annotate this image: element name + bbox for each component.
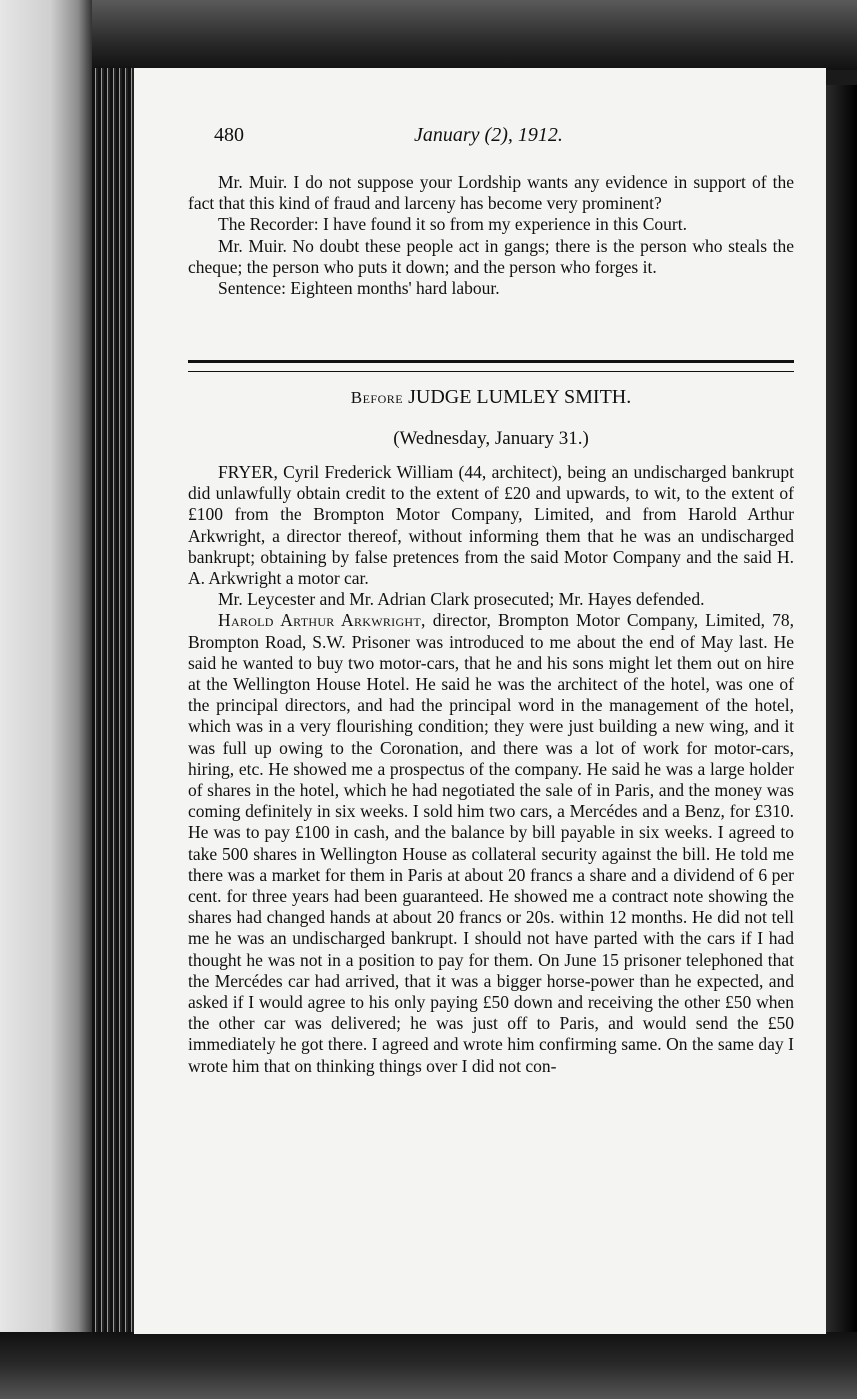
scan-bottom-border xyxy=(0,1332,857,1399)
before-label: Before xyxy=(350,388,404,407)
book-spine xyxy=(92,68,134,1338)
paragraph: Mr. Muir. I do not suppose your Lordship wants any evidence in support of the fact that this kind of fraud and larceny has become very prominent? xyxy=(188,172,794,214)
scan-top-border xyxy=(0,0,857,70)
paragraph: The Recorder: I have found it so from my experience in this Court. xyxy=(218,214,687,235)
paragraph: Sentence: Eighteen months' hard labour. xyxy=(218,278,500,299)
charge-paragraph: FRYER, Cyril Frederick William (44, architect), being an undischarged bankrupt did unlawfully obtain credit to the extent of £20 and upwards, to wit, to the extent of £100 from the Brompton Motor Company, Limited, and from Harold Arthur Arkwright, a director thereof, without informing them that he was an undischarged bankrupt; obtaining by false pretences from the said Motor Company and the said H. A. Arkwright a motor car. xyxy=(188,462,794,589)
counsel-paragraph: Mr. Leycester and Mr. Adrian Clark prosecuted; Mr. Hayes defended. xyxy=(218,589,705,610)
testimony-paragraph xyxy=(188,610,794,1076)
previous-case-text xyxy=(188,172,794,299)
page-number: 480 xyxy=(214,124,244,146)
scan-left-margin xyxy=(0,0,92,1399)
case-text xyxy=(188,462,794,1077)
scan-right-border xyxy=(826,85,857,1335)
book-page xyxy=(134,68,826,1334)
court-heading xyxy=(188,386,794,409)
paragraph: Mr. Muir. No doubt these people act in gangs; there is the person who steals the cheque; the person who puts it down; and the person who forges it. xyxy=(188,235,794,277)
witness-name: Harold Arthur Arkwright, xyxy=(218,610,426,631)
running-head: January (2), 1912. xyxy=(414,124,563,146)
judge-name: JUDGE LUMLEY SMITH. xyxy=(408,386,632,408)
page-header xyxy=(214,124,794,156)
sitting-date: (Wednesday, January 31.) xyxy=(393,428,589,449)
testimony-text: director, Brompton Motor Company, Limited, 78, Brompton Road, S.W. Prisoner was introduced to me about the end of May last. He said he wanted to buy two motor-cars, that he and his sons might let them out on hire at the Wellington House Hotel. He said he was the architect of the hotel, was one of the principal directors, and had the principal word in the management of the hotel, which was in a very flourishing condition; they were just building a new wing, and it was full up owing to the Coronation, and there was a lot of work for motor-cars, hiring, etc. He showed me a prospectus of the company. He said he was a large holder of shares in the hotel, which he had negotiated the sale of in Paris, and the money was coming definitely in six weeks. I sold him two cars, a Mercédes and a Benz, for £310. He was to pay £100 in cash, and the balance by bill payable in six weeks. I agreed to take 500 shares in Wellington House as collateral security against the bill. He told me there was a market for them in Paris at about 20 francs a share and a dividend of 6 per cent. for three years had been guaranteed. He showed me a contract note showing the shares had changed hands at about 20 francs or 20s. within 12 months. He did not tell me he was an undischarged bankrupt. I should not have parted with the cars if I had thought he was not in a position to pay for them. On June 15 prisoner telephoned that the Mercédes car had arrived, that it was a bigger horse-power than he expected, and asked if I would agree to his only paying £50 down and receiving the other £50 when the other car was delivered; he was just off to Paris, and would send the £50 immediately he got there. I agreed and wrote him confirming same. On the same day I wrote him that on thinking things over I did not con- xyxy=(188,610,794,1076)
section-divider xyxy=(188,360,794,372)
